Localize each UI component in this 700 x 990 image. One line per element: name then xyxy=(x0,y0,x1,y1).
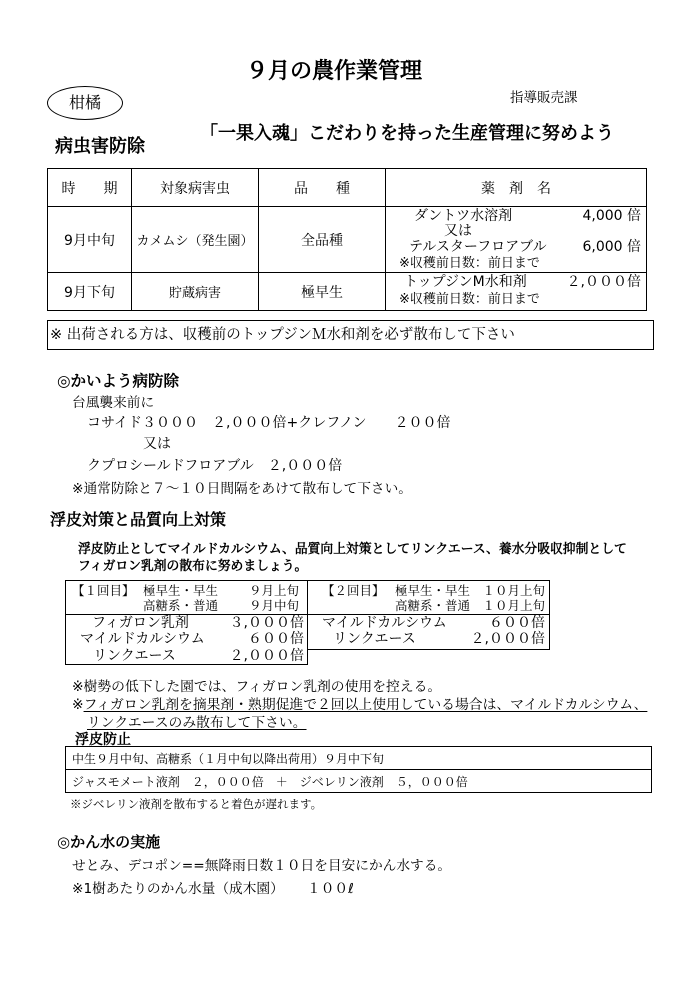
column-header-variety: 品 種 xyxy=(259,169,386,207)
round-label: 【１回目】 xyxy=(72,583,135,598)
chemical-cell xyxy=(386,273,647,311)
note-underlined-text: フィガロン乳剤を摘果剤・熟期促進で２回以上使用している場合は、マイルドカルシウム、 xyxy=(83,697,648,713)
pest-control-table xyxy=(47,168,647,311)
table-row xyxy=(48,273,647,311)
table-header-row xyxy=(48,169,647,207)
shipping-note: ※ 出荷される方は、収穫前のトップジンＭ水和剤を必ず散布して下さい xyxy=(47,320,654,350)
table-row xyxy=(48,207,647,273)
irrigation-amount: １００ℓ xyxy=(307,881,354,897)
quality-note-2-continued: リンクエースのみ散布して下さい。 xyxy=(87,715,307,731)
option-part: ２００倍 xyxy=(394,415,451,431)
table-row xyxy=(66,747,652,770)
quality-intro-line: フィガロン乳剤の散布に努めましょう。 xyxy=(78,559,308,574)
chemical-name: ダントツ水溶剤 xyxy=(414,208,513,224)
harvest-interval-note: ※収穫前日数：前日まで xyxy=(399,292,540,307)
round-variety: 高糖系・普通 xyxy=(143,598,219,613)
round-2-box xyxy=(307,580,550,650)
round-timing: ９月中旬 xyxy=(248,598,299,613)
round-timing: ９月上旬 xyxy=(248,583,299,598)
chemical-cell xyxy=(386,207,647,273)
irrigation-amount-label: ※1樹あたりのかん水量（成木園） xyxy=(72,881,284,897)
page-title: ９月の農作業管理 xyxy=(245,59,422,84)
irrigation-heading: ◎かん水の実施 xyxy=(57,833,161,851)
round-chemical-rate: ２,０００倍 xyxy=(229,648,304,664)
option-part: クプロシールドフロアブル xyxy=(87,458,254,474)
chemical-rate: 6,000 倍 xyxy=(582,239,641,255)
column-header-target: 対象病害虫 xyxy=(132,169,259,207)
department-label: 指導販売課 xyxy=(510,90,578,106)
variety-cell: 全品種 xyxy=(259,207,386,273)
round-chemical-rate: ６００倍 xyxy=(248,631,304,647)
category-oval xyxy=(47,86,123,120)
harvest-interval-note: ※収穫前日数：前日まで xyxy=(399,256,540,271)
round-variety: 極早生・早生 xyxy=(143,583,219,598)
quality-intro-line: 浮皮防止としてマイルドカルシウム、品質向上対策としてリンクエース、養水分吸収抑制として xyxy=(78,542,627,557)
option-part: ２,０００倍+クレフノン xyxy=(212,415,367,431)
chemical-list xyxy=(386,273,646,310)
variety-cell: 極早生 xyxy=(259,273,386,311)
note-mark: ※ xyxy=(72,697,84,713)
round-label: 【２回目】 xyxy=(322,583,385,598)
chemical-rate: ２,０００倍 xyxy=(566,274,641,290)
round-variety: 極早生・早生 xyxy=(395,583,471,598)
quality-heading: 浮皮対策と品質向上対策 xyxy=(50,510,227,529)
column-header-period: 時 期 xyxy=(48,169,132,207)
period-cell: 9月中旬 xyxy=(48,207,132,273)
round-chemical-name: リンクエース xyxy=(93,648,176,664)
round-chemical-name: マイルドカルシウム xyxy=(80,631,205,647)
chemical-list xyxy=(386,207,646,272)
quality-note-2 xyxy=(72,693,647,713)
round-chemical-rate: ６００倍 xyxy=(489,615,545,631)
round-timing: １０月上旬 xyxy=(482,583,545,598)
column-header-chemical: 薬 剤 名 xyxy=(386,169,647,207)
round-chemical-rate: ２,０００倍 xyxy=(470,631,545,647)
option-part: コサイド３０００ xyxy=(87,415,199,431)
period-cell: 9月下旬 xyxy=(48,273,132,311)
canker-note: ※通常防除と７～１０日間隔をあけて散布して下さい。 xyxy=(72,481,412,497)
target-cell: カメムシ（発生園） xyxy=(132,207,259,273)
table-row xyxy=(66,770,652,793)
canker-heading: ◎かいよう病防除 xyxy=(57,372,180,390)
category-label: 柑橘 xyxy=(68,93,101,112)
canker-timing: 台風襲来前に xyxy=(72,395,155,411)
round-1-box xyxy=(65,580,308,665)
puffing-timing-cell: 中生９月中旬、高糖系（１月中旬以降出荷用）９月中下旬 xyxy=(66,747,652,770)
quality-note-1: ※樹勢の低下した園では、フィガロン乳剤の使用を控える。 xyxy=(72,679,442,695)
target-cell: 貯蔵病害 xyxy=(132,273,259,311)
round-chemical-name: マイルドカルシウム xyxy=(322,615,447,631)
option-part: ２,０００倍 xyxy=(267,458,343,474)
round-variety: 高糖系・普通 xyxy=(395,598,471,613)
puffing-heading: 浮皮防止 xyxy=(75,732,131,748)
slogan: 「一果入魂」こだわりを持った生産管理に努めよう xyxy=(200,123,614,144)
pest-control-heading: 病虫害防除 xyxy=(55,136,145,157)
irrigation-instruction: せとみ、デコポン==無降雨日数１０日を目安にかん水する。 xyxy=(72,858,452,874)
puffing-chemical-cell: ジャスモメート液剤 ２，０００倍 ＋ ジベレリン液剤 ５，０００倍 xyxy=(66,770,652,793)
chemical-or: 又は xyxy=(444,223,472,239)
chemical-rate: 4,000 倍 xyxy=(582,208,641,224)
canker-option-1 xyxy=(87,412,451,432)
chemical-name: テルスターフロアブル xyxy=(409,239,547,255)
round-timing: １０月上旬 xyxy=(482,598,545,613)
chemical-name: トップジンM水和剤 xyxy=(404,274,527,290)
round-chemical-name: リンクエース xyxy=(333,631,416,647)
puffing-table xyxy=(65,746,652,793)
round-chemical-rate: ３,０００倍 xyxy=(229,615,304,631)
canker-option-2 xyxy=(87,455,342,475)
puffing-note: ※ジベレリン液剤を散布すると着色が遅れます。 xyxy=(70,799,323,811)
canker-or: 又は xyxy=(143,436,171,452)
round-chemical-name: フィガロン乳剤 xyxy=(92,615,189,631)
